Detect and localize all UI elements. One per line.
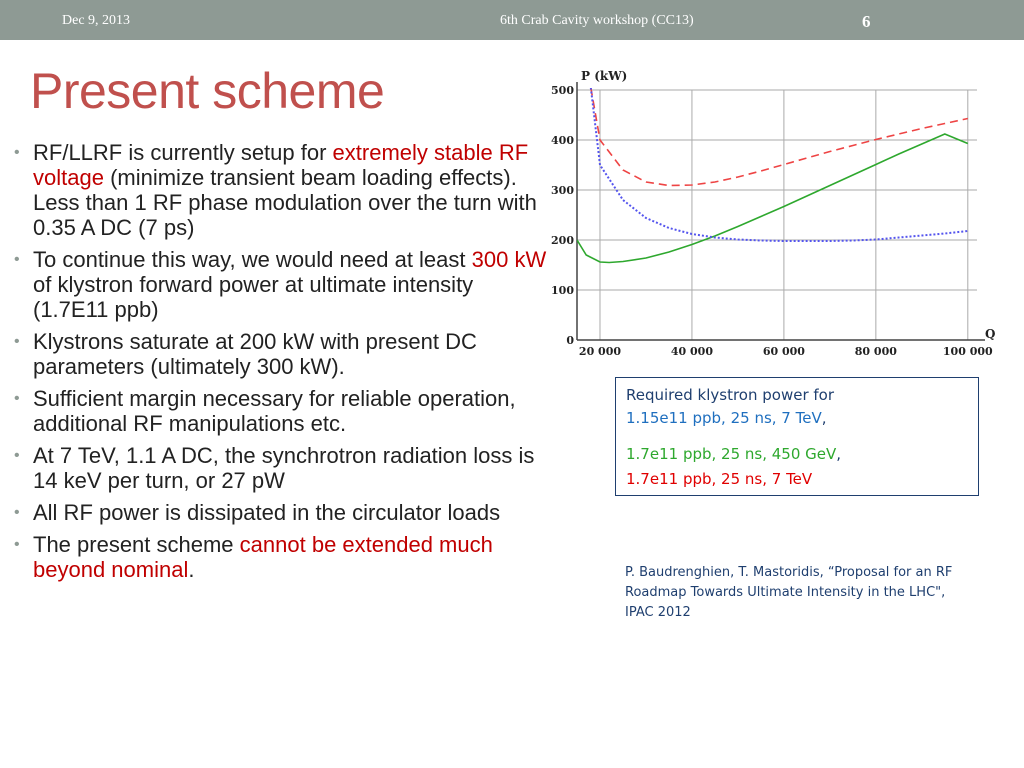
klystron-power-chart (545, 68, 1007, 364)
y-tick-label: 500 (551, 84, 574, 97)
bullet-item (14, 500, 554, 525)
x-tick-label: 20 000 (578, 345, 622, 358)
legend-comma: , (821, 409, 827, 427)
bullet-text: Sufficient margin necessary for reliable operation, additional RF manipulations etc. (33, 386, 516, 436)
legend-green: 1.7e11 ppb, 25 ns, 450 GeV (626, 445, 837, 463)
bullet-item (14, 443, 554, 493)
legend-title: Required klystron power for (626, 386, 835, 404)
bullet-dot-icon: • (14, 536, 20, 553)
series-line-solid (577, 134, 968, 263)
bullet-text: (minimize transient beam loading effects). Less than 1 RF phase modulation over the turn with 0.35 A DC (7 ps) (33, 165, 537, 240)
header-date: Dec 9, 2013 (62, 13, 131, 28)
bullet-dot-icon: • (14, 333, 20, 350)
bullet-dot-icon: • (14, 251, 20, 268)
x-tick-label: 80 000 (854, 345, 897, 358)
header-conference: 6th Crab Cavity workshop (CC13) (500, 13, 694, 28)
legend-line-green (626, 445, 841, 463)
legend-blue: 1.15e11 ppb, 25 ns, 7 TeV (626, 409, 822, 427)
bullet-highlight-text: extremely stable RF voltage (33, 140, 529, 190)
bullet-text: All RF power is dissipated in the circulator loads (33, 500, 501, 525)
bullet-highlight-text: 300 kW (471, 247, 547, 272)
bullet-text: RF/LLRF is currently setup for (33, 140, 333, 165)
bullet-item (14, 532, 554, 582)
bullet-dot-icon: • (14, 390, 20, 407)
x-tick-label: 100 000 (942, 345, 993, 358)
x-axis-label: Q (985, 327, 996, 341)
y-tick-label: 0 (566, 334, 574, 347)
bullet-highlight-text: cannot be extended much beyond nominal (33, 532, 493, 582)
bullet-dot-icon: • (14, 504, 20, 521)
legend-line-red (626, 470, 812, 488)
bullet-text: To continue this way, we would need at least (33, 247, 472, 272)
slide-title: Present scheme (30, 63, 385, 119)
bullet-dot-icon: • (14, 447, 20, 464)
y-tick-label: 400 (551, 134, 574, 147)
series-line-dashed (591, 88, 968, 186)
bullet-list (14, 140, 554, 589)
bullet-text: Klystrons saturate at 200 kW with present DC parameters (ultimately 300 kW). (33, 329, 477, 379)
y-tick-label: 100 (551, 284, 574, 297)
bullet-text: . (188, 557, 195, 582)
header-bar (0, 0, 1024, 40)
legend-red: 1.7e11 ppb, 25 ns, 7 TeV (626, 470, 813, 488)
bullet-dot-icon: • (14, 144, 20, 161)
legend-box (615, 377, 979, 496)
series-line-dotted (591, 88, 968, 242)
y-axis-label: P (kW) (581, 69, 628, 83)
y-tick-label: 300 (551, 184, 574, 197)
reference-citation: P. Baudrenghien, T. Mastoridis, “Proposal for an RF Roadmap Towards Ultimate Intensity in the LHC", IPAC 2012 (625, 565, 953, 620)
legend-line-blue (626, 409, 827, 427)
bullet-item (14, 247, 554, 322)
legend-comma: , (836, 445, 842, 463)
bullet-item (14, 329, 554, 379)
bullet-item (14, 386, 554, 436)
bullet-text: The present scheme (33, 532, 240, 557)
bullet-item (14, 140, 554, 240)
slide-number: 6 (862, 12, 871, 31)
bullet-text: At 7 TeV, 1.1 A DC, the synchrotron radiation loss is 14 keV per turn, or 27 pW (33, 443, 535, 493)
y-tick-label: 200 (551, 234, 574, 247)
x-tick-label: 60 000 (762, 345, 805, 358)
bullet-text: of klystron forward power at ultimate intensity (1.7E11 ppb) (33, 272, 474, 322)
x-tick-label: 40 000 (670, 345, 713, 358)
